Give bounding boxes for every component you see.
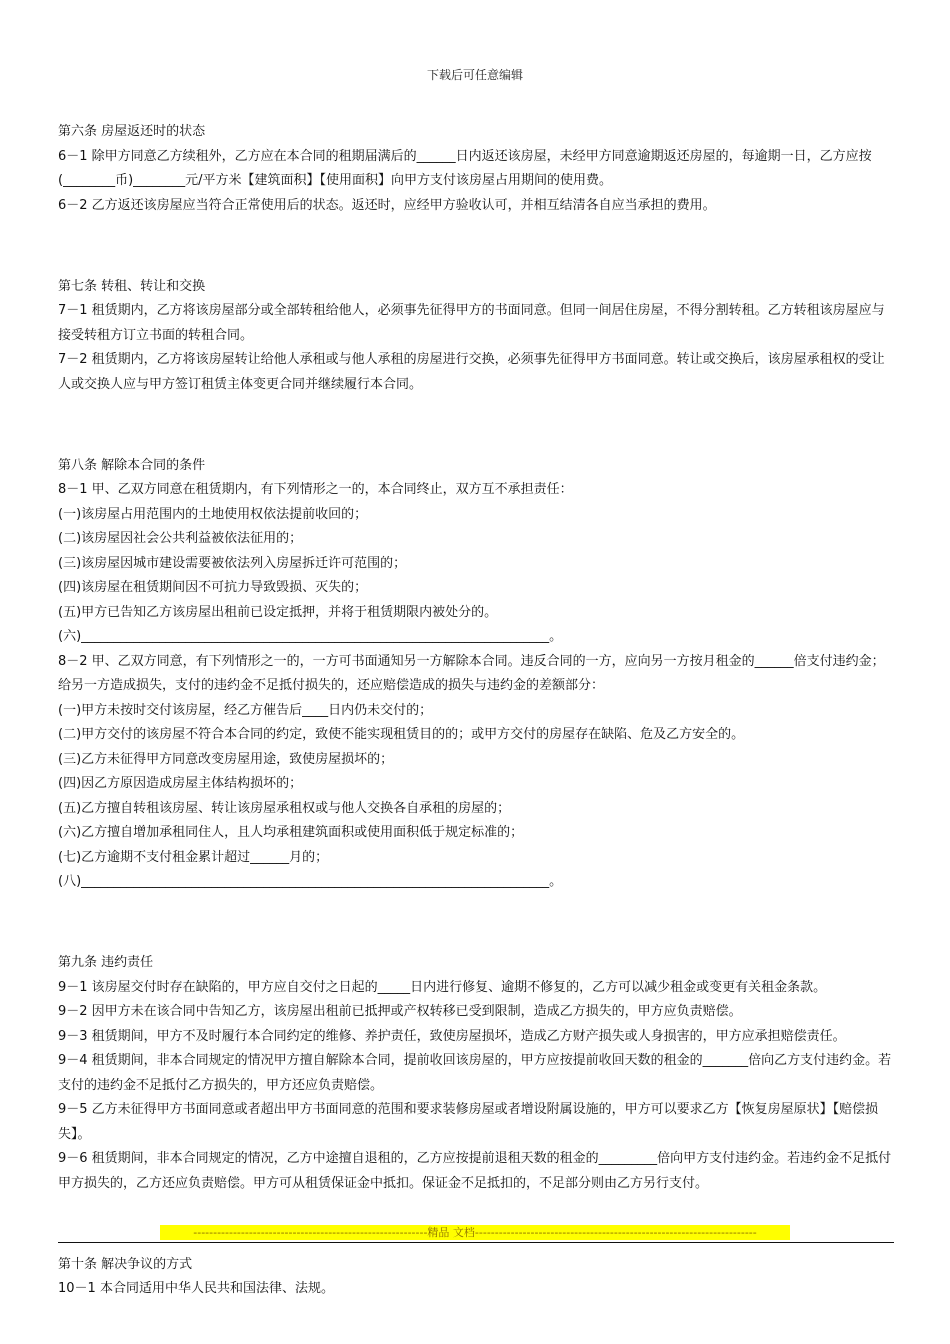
footer-divider (58, 1242, 894, 1243)
clause-paragraph: 8－2 甲、乙双方同意，有下列情形之一的，一方可书面通知另一方解除本合同。违反合同的一方，应向另一方按月租金的______倍支付违约金；给另一方造成损失，支付的违约金不足抵付损失的，还应赔偿造成的损失与违约金的差额部分： (58, 653, 885, 693)
clause-paragraph: 8－1 甲、乙双方同意在租赁期内，有下列情形之一的，本合同终止，双方互不承担责任： (58, 482, 573, 497)
clause-paragraph: 9－3 租赁期间，甲方不及时履行本合同约定的维修、养护责任，致使房屋损坏，造成乙方财产损失或人身损害的，甲方应承担赔偿责任。 (58, 1028, 846, 1044)
clause-paragraph: 7－1 租赁期内，乙方将该房屋部分或全部转租给他人，必须事先征得甲方的书面同意。但同一间居住房屋，不得分割转租。乙方转租该房屋应与接受转租方订立书面的转租合同。 (58, 303, 885, 343)
clause-paragraph: 6－1 除甲方同意乙方续租外，乙方应在本合同的租期届满后的______日内返还该房屋，未经甲方同意逾期返还房屋的，每逾期一日，乙方应按(________币)________元/平方米【建筑面积】【使用面积】向甲方支付该房屋占用期间的使用费。 (58, 148, 872, 188)
clause-paragraph: 9－5 乙方未征得甲方书面同意或者超出甲方书面同意的范围和要求装修房屋或者增设附属设施的，甲方可以要求乙方【恢复房屋原状】【赔偿损失】。 (58, 1102, 879, 1142)
document-body (58, 120, 894, 1302)
footer-watermark: -----------------------------------------------------------精品 文档----------------------------------------------------------------------- (160, 1225, 790, 1240)
clause-paragraph: (四)该房屋在租赁期间因不可抗力导致毁损、灭失的； (58, 580, 368, 595)
paragraph-spacer (58, 413, 894, 438)
paragraph-spacer (58, 911, 894, 936)
clause-paragraph: (二)甲方交付的该房屋不符合本合同的约定，致使不能实现租赁目的的；或甲方交付的房屋存在缺陷、危及乙方安全的。 (58, 727, 745, 742)
clause-paragraph: (四)因乙方原因造成房屋主体结构损坏的； (58, 776, 303, 791)
page-header: 下载后可任意编辑 (426, 68, 523, 82)
clause-paragraph: (五)乙方擅自转租该房屋、转让该房屋承租权或与他人交换各自承租的房屋的； (58, 800, 511, 816)
clause-paragraph: 9－6 租赁期间，非本合同规定的情况，乙方中途擅自退租的，乙方应按提前退租天数的租金的_________倍向甲方支付违约金。若违约金不足抵付甲方损失的，乙方还应负责赔偿。甲方可从租赁保证金中抵扣。保证金不足抵扣的，不足部分则由乙方另行支付。 (58, 1151, 892, 1191)
clause-paragraph: (七)乙方逾期不支付租金累计超过______月的； (58, 849, 329, 865)
clause-paragraph: (六)乙方擅自增加承租同住人，且人均承租建筑面积或使用面积低于规定标准的； (58, 825, 524, 840)
article-heading: 第八条 解除本合同的条件 (58, 457, 206, 473)
paragraph-spacer (58, 234, 894, 259)
article-heading: 第十条 解决争议的方式 (58, 1256, 193, 1272)
clause-paragraph: (一)该房屋占用范围内的土地使用权依法提前收回的； (58, 506, 368, 522)
clause-paragraph: 9－4 租赁期间，非本合同规定的情况甲方擅自解除本合同，提前收回该房屋的，甲方应按提前收回天数的租金的_______倍向乙方支付违约金。若支付的违约金不足抵付乙方损失的，甲方还应负责赔偿。 (58, 1053, 892, 1093)
clause-paragraph: 6－2 乙方返还该房屋应当符合正常使用后的状态。返还时，应经甲方验收认可，并相互结清各自应当承担的费用。 (58, 197, 716, 213)
clause-paragraph: 9－2 因甲方未在该合同中告知乙方，该房屋出租前已抵押或产权转移已受到限制，造成乙方损失的，甲方应负责赔偿。 (58, 1004, 742, 1019)
article-heading: 第九条 违约责任 (58, 955, 154, 970)
clause-paragraph: 9－1 该房屋交付时存在缺陷的，甲方应自交付之日起的_____日内进行修复、逾期不修复的，乙方可以减少租金或变更有关租金条款。 (58, 979, 827, 995)
clause-paragraph: (二)该房屋因社会公共利益被依法征用的； (58, 531, 303, 546)
clause-paragraph: (八)________________________________________________________________________。 (58, 874, 563, 889)
clause-paragraph: (三)该房屋因城市建设需要被依法列入房屋拆迁许可范围的； (58, 555, 407, 571)
clause-paragraph: (五)甲方已告知乙方该房屋出租前已设定抵押，并将于租赁期限内被处分的。 (58, 604, 498, 620)
article-heading: 第六条 房屋返还时的状态 (58, 124, 206, 139)
clause-paragraph: 7－2 租赁期内，乙方将该房屋转让给他人承租或与他人承租的房屋进行交换，必须事先征得甲方书面同意。转让或交换后，该房屋承租权的受让人或交换人应与甲方签订租赁主体变更合同并继续履行本合同。 (58, 352, 885, 392)
article-heading: 第七条 转租、转让和交换 (58, 278, 206, 294)
clause-paragraph: (一)甲方未按时交付该房屋，经乙方催告后____日内仍未交付的； (58, 702, 433, 718)
clause-paragraph: 10－1 本合同适用中华人民共和国法律、法规。 (58, 1281, 334, 1296)
clause-paragraph: (六)________________________________________________________________________。 (58, 629, 563, 644)
clause-paragraph: (三)乙方未征得甲方同意改变房屋用途，致使房屋损坏的； (58, 751, 394, 767)
